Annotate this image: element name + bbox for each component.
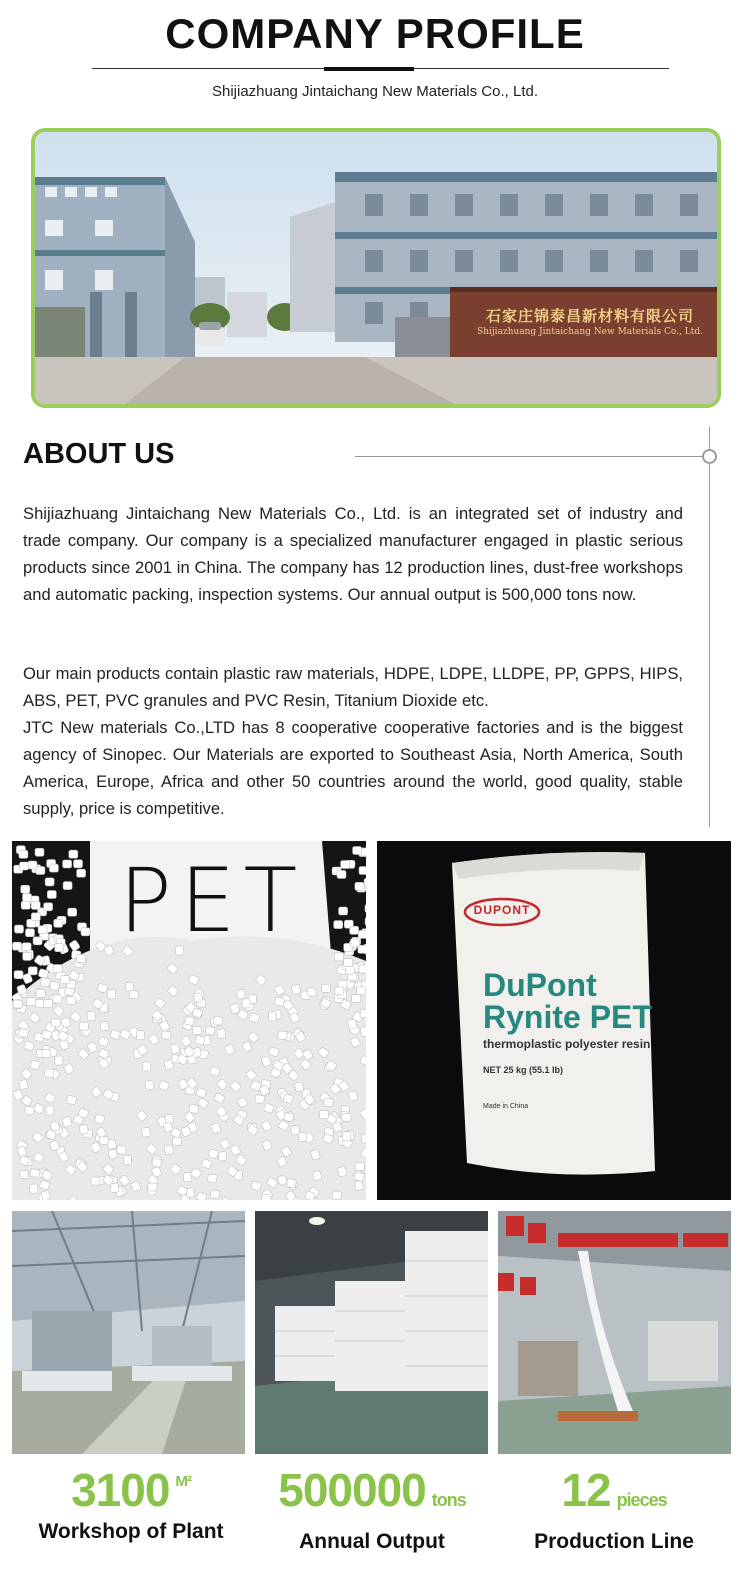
pet-pellets-photo (12, 841, 366, 1200)
stat-output-label: Annual Output (299, 1530, 445, 1553)
stat-production-line-label: Production Line (534, 1530, 694, 1553)
bag-weight: NET 25 kg (55.1 lb) (483, 1065, 564, 1075)
title-divider-accent (324, 67, 414, 71)
stat-workshop (11, 1464, 251, 1544)
stat-output-unit: tons (431, 1490, 466, 1510)
factory-photo (31, 128, 721, 408)
stat-production-line (494, 1464, 734, 1554)
about-decor-line (355, 456, 705, 457)
company-subtitle: Shijiazhuang Jintaichang New Materials Co., Ltd. (211, 83, 538, 100)
workshop-photo (12, 1211, 245, 1454)
bag-brand-line: DuPont (483, 967, 597, 1003)
dupont-logo: DUPONT (473, 903, 531, 917)
about-paragraph-2: Our main products contain plastic raw materials, HDPE, LDPE, LLDPE, PP, GPPS, HIPS, ABS, PET, PVC granules and PVC Resin, Titanium Dioxide etc. (23, 664, 683, 710)
stat-workshop-value-row (11, 1464, 251, 1516)
page-title: COMPANY PROFILE (165, 10, 585, 57)
bag-description: thermoplastic polyester resin (483, 1037, 651, 1051)
production-line-photo (498, 1211, 731, 1454)
about-paragraph-3: JTC New materials Co.,LTD has 8 cooperative cooperative factories and is the biggest agency of Sinopec. Our Materials are exported to Southeast Asia, North America, South America, Europe, Africa and other 50 countries around the world, good quality, stable supply, price is competitive. (23, 718, 683, 818)
stat-workshop-unit: M² (175, 1473, 191, 1490)
about-decor-circle (702, 449, 717, 464)
stat-output-value: 500000 (278, 1464, 426, 1516)
about-decor-vertical-line (709, 427, 710, 827)
factory-sign-english: Shijiazhuang Jintaichang New Materials Co., Ltd. (477, 327, 703, 337)
about-title: ABOUT US (23, 438, 175, 470)
factory-sign-chinese: 石家庄锦泰昌新材料有限公司 (485, 307, 694, 325)
stat-output (252, 1464, 492, 1554)
pet-label: PET (118, 849, 306, 952)
bag-origin: Made in China (483, 1103, 529, 1110)
stat-workshop-label: Workshop of Plant (38, 1520, 224, 1543)
stat-output-value-row (252, 1464, 492, 1526)
bag-product-line: Rynite PET (483, 999, 652, 1035)
dupont-bag-photo (377, 841, 731, 1200)
stat-production-line-value-row (494, 1464, 734, 1526)
stat-production-line-value: 12 (561, 1464, 611, 1516)
about-paragraph-1: Shijiazhuang Jintaichang New Materials Co., Ltd. is an integrated set of industry and trade company. Our company is a specialized manufacturer engaged in plastic serious products since 2001 in China. The company has 12 production lines, dust-free workshops and automatic packing, inspection systems. Our annual output is 500,000 tons now. (23, 504, 683, 604)
stat-workshop-value: 3100 (71, 1464, 170, 1516)
stat-production-line-unit: pieces (616, 1490, 667, 1510)
warehouse-photo (255, 1211, 488, 1454)
